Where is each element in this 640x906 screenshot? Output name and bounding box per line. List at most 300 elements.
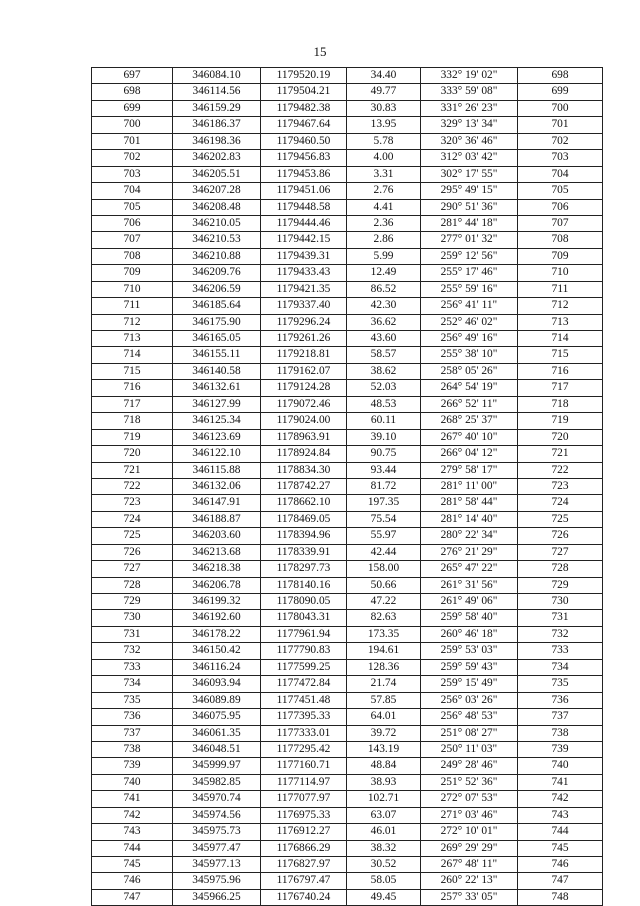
x-coordinate-cell: 346127.99 xyxy=(173,396,261,412)
y-coordinate-cell: 1177333.01 xyxy=(261,725,347,741)
x-coordinate-cell: 345999.97 xyxy=(173,758,261,774)
bearing-cell: 302° 17' 55" xyxy=(421,166,518,182)
bearing-cell: 290° 51' 36" xyxy=(421,199,518,215)
y-coordinate-cell: 1177077.97 xyxy=(261,791,347,807)
table-row xyxy=(92,199,603,215)
distance-cell: 81.72 xyxy=(347,478,421,494)
distance-cell: 64.01 xyxy=(347,709,421,725)
point-to-cell: 712 xyxy=(518,298,603,314)
bearing-cell: 259° 12' 56" xyxy=(421,248,518,264)
y-coordinate-cell: 1178090.05 xyxy=(261,594,347,610)
distance-cell: 5.78 xyxy=(347,133,421,149)
x-coordinate-cell: 346140.58 xyxy=(173,363,261,379)
point-to-cell: 739 xyxy=(518,741,603,757)
distance-cell: 197.35 xyxy=(347,495,421,511)
point-to-cell: 716 xyxy=(518,363,603,379)
y-coordinate-cell: 1178339.91 xyxy=(261,544,347,560)
table-row xyxy=(92,643,603,659)
bearing-cell: 255° 59' 16" xyxy=(421,281,518,297)
distance-cell: 194.61 xyxy=(347,643,421,659)
y-coordinate-cell: 1179504.21 xyxy=(261,84,347,100)
x-coordinate-cell: 346185.64 xyxy=(173,298,261,314)
y-coordinate-cell: 1179337.40 xyxy=(261,298,347,314)
point-from-cell: 721 xyxy=(92,462,173,478)
y-coordinate-cell: 1179024.00 xyxy=(261,413,347,429)
table-row xyxy=(92,248,603,264)
x-coordinate-cell: 346205.51 xyxy=(173,166,261,182)
x-coordinate-cell: 346084.10 xyxy=(173,68,261,84)
x-coordinate-cell: 345975.73 xyxy=(173,824,261,840)
table-row xyxy=(92,183,603,199)
point-to-cell: 724 xyxy=(518,495,603,511)
distance-cell: 48.53 xyxy=(347,396,421,412)
point-to-cell: 709 xyxy=(518,248,603,264)
y-coordinate-cell: 1176866.29 xyxy=(261,840,347,856)
point-to-cell: 704 xyxy=(518,166,603,182)
distance-cell: 38.62 xyxy=(347,363,421,379)
bearing-cell: 256° 49' 16" xyxy=(421,331,518,347)
point-to-cell: 706 xyxy=(518,199,603,215)
point-from-cell: 720 xyxy=(92,446,173,462)
point-from-cell: 714 xyxy=(92,347,173,363)
bearing-cell: 276° 21' 29" xyxy=(421,544,518,560)
bearing-cell: 265° 47' 22" xyxy=(421,561,518,577)
bearing-cell: 251° 52' 36" xyxy=(421,774,518,790)
table-row xyxy=(92,824,603,840)
bearing-cell: 272° 07' 53" xyxy=(421,791,518,807)
y-coordinate-cell: 1179460.50 xyxy=(261,133,347,149)
coordinates-table xyxy=(91,67,603,906)
x-coordinate-cell: 346188.87 xyxy=(173,511,261,527)
point-to-cell: 718 xyxy=(518,396,603,412)
y-coordinate-cell: 1178662.10 xyxy=(261,495,347,511)
x-coordinate-cell: 346192.60 xyxy=(173,610,261,626)
point-from-cell: 703 xyxy=(92,166,173,182)
distance-cell: 86.52 xyxy=(347,281,421,297)
point-to-cell: 731 xyxy=(518,610,603,626)
y-coordinate-cell: 1179442.15 xyxy=(261,232,347,248)
point-from-cell: 698 xyxy=(92,84,173,100)
point-to-cell: 717 xyxy=(518,380,603,396)
x-coordinate-cell: 346178.22 xyxy=(173,626,261,642)
point-to-cell: 698 xyxy=(518,68,603,84)
point-to-cell: 721 xyxy=(518,446,603,462)
table-row xyxy=(92,791,603,807)
x-coordinate-cell: 346210.05 xyxy=(173,215,261,231)
point-from-cell: 740 xyxy=(92,774,173,790)
x-coordinate-cell: 346155.11 xyxy=(173,347,261,363)
bearing-cell: 260° 46' 18" xyxy=(421,626,518,642)
y-coordinate-cell: 1177295.42 xyxy=(261,741,347,757)
table-row xyxy=(92,577,603,593)
y-coordinate-cell: 1177790.83 xyxy=(261,643,347,659)
bearing-cell: 312° 03' 42" xyxy=(421,150,518,166)
distance-cell: 4.41 xyxy=(347,199,421,215)
table-row xyxy=(92,709,603,725)
point-from-cell: 702 xyxy=(92,150,173,166)
distance-cell: 13.95 xyxy=(347,117,421,133)
point-to-cell: 715 xyxy=(518,347,603,363)
distance-cell: 12.49 xyxy=(347,265,421,281)
x-coordinate-cell: 346150.42 xyxy=(173,643,261,659)
distance-cell: 3.31 xyxy=(347,166,421,182)
point-to-cell: 734 xyxy=(518,659,603,675)
bearing-cell: 255° 38' 10" xyxy=(421,347,518,363)
bearing-cell: 252° 46' 02" xyxy=(421,314,518,330)
y-coordinate-cell: 1179421.35 xyxy=(261,281,347,297)
point-from-cell: 701 xyxy=(92,133,173,149)
point-from-cell: 745 xyxy=(92,857,173,873)
y-coordinate-cell: 1176912.27 xyxy=(261,824,347,840)
bearing-cell: 256° 48' 53" xyxy=(421,709,518,725)
table-row xyxy=(92,659,603,675)
y-coordinate-cell: 1178394.96 xyxy=(261,528,347,544)
table-row xyxy=(92,331,603,347)
y-coordinate-cell: 1177451.48 xyxy=(261,692,347,708)
bearing-cell: 259° 58' 40" xyxy=(421,610,518,626)
y-coordinate-cell: 1177395.33 xyxy=(261,709,347,725)
x-coordinate-cell: 346147.91 xyxy=(173,495,261,511)
table-row xyxy=(92,741,603,757)
bearing-cell: 271° 03' 46" xyxy=(421,807,518,823)
distance-cell: 52.03 xyxy=(347,380,421,396)
x-coordinate-cell: 346125.34 xyxy=(173,413,261,429)
table-row xyxy=(92,68,603,84)
bearing-cell: 295° 49' 15" xyxy=(421,183,518,199)
bearing-cell: 281° 58' 44" xyxy=(421,495,518,511)
bearing-cell: 281° 44' 18" xyxy=(421,215,518,231)
bearing-cell: 250° 11' 03" xyxy=(421,741,518,757)
table-row xyxy=(92,232,603,248)
distance-cell: 158.00 xyxy=(347,561,421,577)
table-row xyxy=(92,117,603,133)
bearing-cell: 267° 40' 10" xyxy=(421,429,518,445)
distance-cell: 2.36 xyxy=(347,215,421,231)
bearing-cell: 268° 25' 37" xyxy=(421,413,518,429)
distance-cell: 5.99 xyxy=(347,248,421,264)
distance-cell: 49.45 xyxy=(347,889,421,905)
table-row xyxy=(92,495,603,511)
point-to-cell: 747 xyxy=(518,873,603,889)
y-coordinate-cell: 1178924.84 xyxy=(261,446,347,462)
distance-cell: 43.60 xyxy=(347,331,421,347)
point-from-cell: 741 xyxy=(92,791,173,807)
x-coordinate-cell: 345977.47 xyxy=(173,840,261,856)
x-coordinate-cell: 345977.13 xyxy=(173,857,261,873)
y-coordinate-cell: 1179072.46 xyxy=(261,396,347,412)
point-to-cell: 719 xyxy=(518,413,603,429)
y-coordinate-cell: 1178469.05 xyxy=(261,511,347,527)
y-coordinate-cell: 1179453.86 xyxy=(261,166,347,182)
y-coordinate-cell: 1179433.43 xyxy=(261,265,347,281)
point-from-cell: 706 xyxy=(92,215,173,231)
table-row xyxy=(92,610,603,626)
y-coordinate-cell: 1179162.07 xyxy=(261,363,347,379)
point-to-cell: 743 xyxy=(518,807,603,823)
distance-cell: 49.77 xyxy=(347,84,421,100)
point-from-cell: 710 xyxy=(92,281,173,297)
table-row xyxy=(92,166,603,182)
point-from-cell: 705 xyxy=(92,199,173,215)
table-row xyxy=(92,594,603,610)
point-to-cell: 748 xyxy=(518,889,603,905)
bearing-cell: 251° 08' 27" xyxy=(421,725,518,741)
bearing-cell: 333° 59' 08" xyxy=(421,84,518,100)
x-coordinate-cell: 346213.68 xyxy=(173,544,261,560)
x-coordinate-cell: 346206.59 xyxy=(173,281,261,297)
point-from-cell: 709 xyxy=(92,265,173,281)
y-coordinate-cell: 1178742.27 xyxy=(261,478,347,494)
distance-cell: 36.62 xyxy=(347,314,421,330)
x-coordinate-cell: 346202.83 xyxy=(173,150,261,166)
point-from-cell: 725 xyxy=(92,528,173,544)
table-row xyxy=(92,626,603,642)
bearing-cell: 258° 05' 26" xyxy=(421,363,518,379)
x-coordinate-cell: 346093.94 xyxy=(173,676,261,692)
point-from-cell: 732 xyxy=(92,643,173,659)
point-from-cell: 719 xyxy=(92,429,173,445)
point-from-cell: 712 xyxy=(92,314,173,330)
bearing-cell: 259° 53' 03" xyxy=(421,643,518,659)
point-to-cell: 702 xyxy=(518,133,603,149)
point-from-cell: 699 xyxy=(92,100,173,116)
point-from-cell: 724 xyxy=(92,511,173,527)
x-coordinate-cell: 346210.53 xyxy=(173,232,261,248)
y-coordinate-cell: 1177961.94 xyxy=(261,626,347,642)
x-coordinate-cell: 346218.38 xyxy=(173,561,261,577)
point-to-cell: 699 xyxy=(518,84,603,100)
point-from-cell: 733 xyxy=(92,659,173,675)
distance-cell: 58.57 xyxy=(347,347,421,363)
bearing-cell: 269° 29' 29" xyxy=(421,840,518,856)
distance-cell: 21.74 xyxy=(347,676,421,692)
x-coordinate-cell: 346186.37 xyxy=(173,117,261,133)
point-to-cell: 726 xyxy=(518,528,603,544)
x-coordinate-cell: 346075.95 xyxy=(173,709,261,725)
distance-cell: 38.93 xyxy=(347,774,421,790)
y-coordinate-cell: 1177599.25 xyxy=(261,659,347,675)
distance-cell: 2.86 xyxy=(347,232,421,248)
point-from-cell: 728 xyxy=(92,577,173,593)
point-to-cell: 705 xyxy=(518,183,603,199)
table-row xyxy=(92,692,603,708)
distance-cell: 173.35 xyxy=(347,626,421,642)
bearing-cell: 266° 04' 12" xyxy=(421,446,518,462)
y-coordinate-cell: 1179456.83 xyxy=(261,150,347,166)
table-row xyxy=(92,413,603,429)
y-coordinate-cell: 1177160.71 xyxy=(261,758,347,774)
y-coordinate-cell: 1177472.84 xyxy=(261,676,347,692)
y-coordinate-cell: 1178043.31 xyxy=(261,610,347,626)
x-coordinate-cell: 346132.61 xyxy=(173,380,261,396)
point-to-cell: 728 xyxy=(518,561,603,577)
bearing-cell: 264° 54' 19" xyxy=(421,380,518,396)
point-from-cell: 723 xyxy=(92,495,173,511)
point-from-cell: 726 xyxy=(92,544,173,560)
table-row xyxy=(92,528,603,544)
point-from-cell: 708 xyxy=(92,248,173,264)
x-coordinate-cell: 346114.56 xyxy=(173,84,261,100)
distance-cell: 30.83 xyxy=(347,100,421,116)
point-from-cell: 722 xyxy=(92,478,173,494)
point-to-cell: 727 xyxy=(518,544,603,560)
point-to-cell: 700 xyxy=(518,100,603,116)
y-coordinate-cell: 1176797.47 xyxy=(261,873,347,889)
y-coordinate-cell: 1179448.58 xyxy=(261,199,347,215)
distance-cell: 39.10 xyxy=(347,429,421,445)
distance-cell: 42.30 xyxy=(347,298,421,314)
table-row xyxy=(92,676,603,692)
point-to-cell: 738 xyxy=(518,725,603,741)
table-row xyxy=(92,840,603,856)
y-coordinate-cell: 1178140.16 xyxy=(261,577,347,593)
y-coordinate-cell: 1178834.30 xyxy=(261,462,347,478)
point-from-cell: 731 xyxy=(92,626,173,642)
bearing-cell: 259° 15' 49" xyxy=(421,676,518,692)
x-coordinate-cell: 346209.76 xyxy=(173,265,261,281)
table-row xyxy=(92,462,603,478)
point-from-cell: 735 xyxy=(92,692,173,708)
point-from-cell: 734 xyxy=(92,676,173,692)
point-to-cell: 745 xyxy=(518,840,603,856)
bearing-cell: 256° 41' 11" xyxy=(421,298,518,314)
x-coordinate-cell: 346132.06 xyxy=(173,478,261,494)
y-coordinate-cell: 1179520.19 xyxy=(261,68,347,84)
distance-cell: 55.97 xyxy=(347,528,421,544)
table-row xyxy=(92,380,603,396)
table-row xyxy=(92,478,603,494)
point-from-cell: 711 xyxy=(92,298,173,314)
distance-cell: 75.54 xyxy=(347,511,421,527)
point-from-cell: 730 xyxy=(92,610,173,626)
bearing-cell: 329° 13' 34" xyxy=(421,117,518,133)
x-coordinate-cell: 346207.28 xyxy=(173,183,261,199)
x-coordinate-cell: 346116.24 xyxy=(173,659,261,675)
point-from-cell: 704 xyxy=(92,183,173,199)
point-to-cell: 703 xyxy=(518,150,603,166)
point-to-cell: 707 xyxy=(518,215,603,231)
x-coordinate-cell: 346159.29 xyxy=(173,100,261,116)
table-row xyxy=(92,857,603,873)
point-from-cell: 713 xyxy=(92,331,173,347)
table-row xyxy=(92,100,603,116)
point-to-cell: 713 xyxy=(518,314,603,330)
point-to-cell: 730 xyxy=(518,594,603,610)
distance-cell: 82.63 xyxy=(347,610,421,626)
y-coordinate-cell: 1179124.28 xyxy=(261,380,347,396)
point-to-cell: 746 xyxy=(518,857,603,873)
table-row xyxy=(92,281,603,297)
table-row xyxy=(92,511,603,527)
point-to-cell: 720 xyxy=(518,429,603,445)
table-row xyxy=(92,314,603,330)
bearing-cell: 280° 22' 34" xyxy=(421,528,518,544)
x-coordinate-cell: 345966.25 xyxy=(173,889,261,905)
point-to-cell: 729 xyxy=(518,577,603,593)
bearing-cell: 255° 17' 46" xyxy=(421,265,518,281)
distance-cell: 57.85 xyxy=(347,692,421,708)
x-coordinate-cell: 345975.96 xyxy=(173,873,261,889)
bearing-cell: 272° 10' 01" xyxy=(421,824,518,840)
point-to-cell: 714 xyxy=(518,331,603,347)
x-coordinate-cell: 346203.60 xyxy=(173,528,261,544)
bearing-cell: 320° 36' 46" xyxy=(421,133,518,149)
table-row xyxy=(92,725,603,741)
point-to-cell: 710 xyxy=(518,265,603,281)
table-row xyxy=(92,429,603,445)
bearing-cell: 266° 52' 11" xyxy=(421,396,518,412)
bearing-cell: 281° 11' 00" xyxy=(421,478,518,494)
point-to-cell: 737 xyxy=(518,709,603,725)
y-coordinate-cell: 1179296.24 xyxy=(261,314,347,330)
point-from-cell: 717 xyxy=(92,396,173,412)
table-row xyxy=(92,347,603,363)
y-coordinate-cell: 1178297.73 xyxy=(261,561,347,577)
y-coordinate-cell: 1179439.31 xyxy=(261,248,347,264)
table-row xyxy=(92,446,603,462)
point-to-cell: 708 xyxy=(518,232,603,248)
distance-cell: 30.52 xyxy=(347,857,421,873)
table-row xyxy=(92,807,603,823)
y-coordinate-cell: 1179482.38 xyxy=(261,100,347,116)
point-from-cell: 737 xyxy=(92,725,173,741)
bearing-cell: 249° 28' 46" xyxy=(421,758,518,774)
point-from-cell: 718 xyxy=(92,413,173,429)
x-coordinate-cell: 346210.88 xyxy=(173,248,261,264)
y-coordinate-cell: 1177114.97 xyxy=(261,774,347,790)
page-number: 15 xyxy=(313,44,327,59)
point-to-cell: 732 xyxy=(518,626,603,642)
x-coordinate-cell: 346199.32 xyxy=(173,594,261,610)
bearing-cell: 277° 01' 32" xyxy=(421,232,518,248)
bearing-cell: 261° 49' 06" xyxy=(421,594,518,610)
distance-cell: 63.07 xyxy=(347,807,421,823)
x-coordinate-cell: 346048.51 xyxy=(173,741,261,757)
distance-cell: 93.44 xyxy=(347,462,421,478)
table-row xyxy=(92,265,603,281)
distance-cell: 42.44 xyxy=(347,544,421,560)
x-coordinate-cell: 346165.05 xyxy=(173,331,261,347)
point-to-cell: 735 xyxy=(518,676,603,692)
bearing-cell: 281° 14' 40" xyxy=(421,511,518,527)
distance-cell: 60.11 xyxy=(347,413,421,429)
table-row xyxy=(92,889,603,905)
y-coordinate-cell: 1179261.26 xyxy=(261,331,347,347)
x-coordinate-cell: 346122.10 xyxy=(173,446,261,462)
table-row xyxy=(92,84,603,100)
x-coordinate-cell: 346089.89 xyxy=(173,692,261,708)
bearing-cell: 257° 33' 05" xyxy=(421,889,518,905)
point-from-cell: 739 xyxy=(92,758,173,774)
x-coordinate-cell: 346206.78 xyxy=(173,577,261,593)
x-coordinate-cell: 346115.88 xyxy=(173,462,261,478)
distance-cell: 143.19 xyxy=(347,741,421,757)
table-row xyxy=(92,758,603,774)
y-coordinate-cell: 1176827.97 xyxy=(261,857,347,873)
y-coordinate-cell: 1176740.24 xyxy=(261,889,347,905)
y-coordinate-cell: 1179444.46 xyxy=(261,215,347,231)
bearing-cell: 332° 19' 02" xyxy=(421,68,518,84)
point-to-cell: 733 xyxy=(518,643,603,659)
point-to-cell: 725 xyxy=(518,511,603,527)
table-row xyxy=(92,215,603,231)
bearing-cell: 331° 26' 23" xyxy=(421,100,518,116)
table-body xyxy=(92,68,603,906)
point-to-cell: 740 xyxy=(518,758,603,774)
point-from-cell: 697 xyxy=(92,68,173,84)
x-coordinate-cell: 346061.35 xyxy=(173,725,261,741)
point-from-cell: 746 xyxy=(92,873,173,889)
